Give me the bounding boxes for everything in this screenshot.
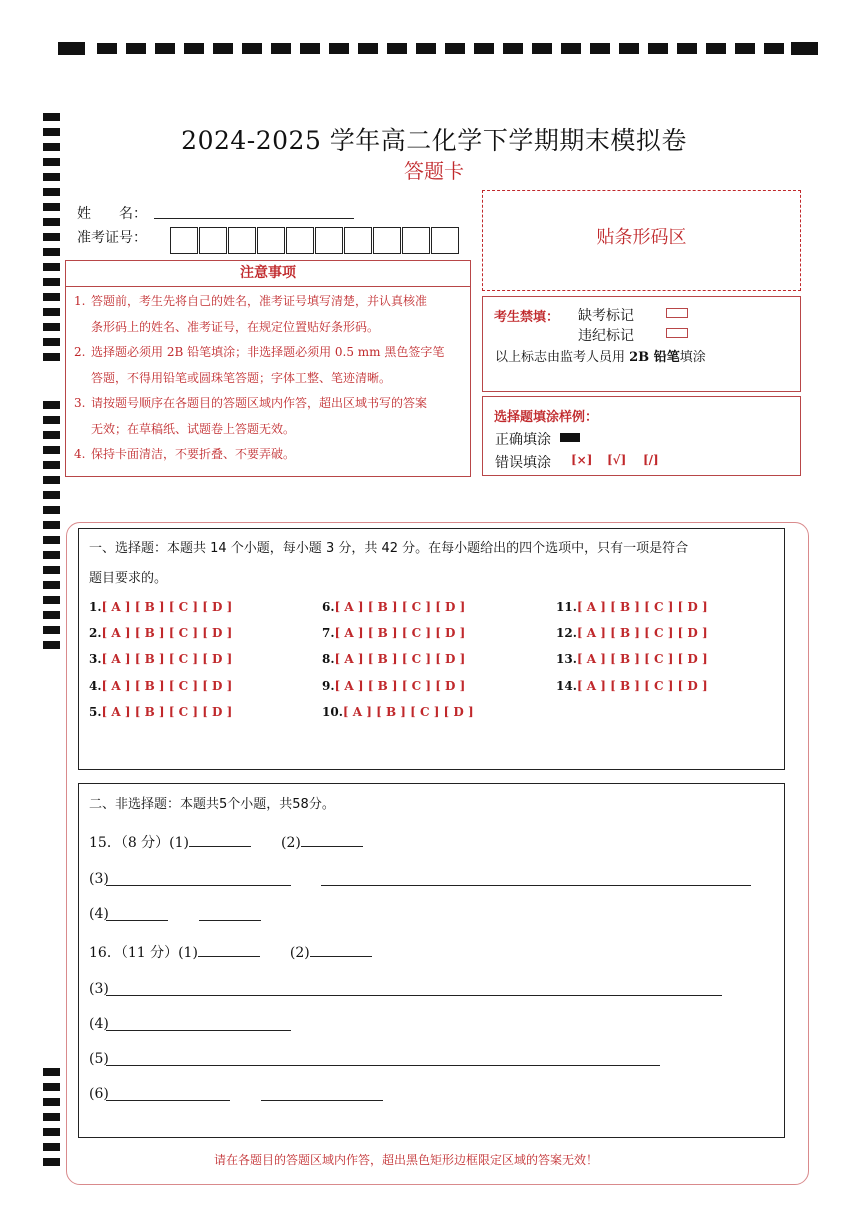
section1-instruction-line2: 题目要求的。 xyxy=(89,571,168,586)
timing-mark xyxy=(43,431,60,439)
name-field[interactable] xyxy=(154,218,354,219)
violation-mark-box[interactable] xyxy=(666,328,688,338)
answer-blank[interactable] xyxy=(106,885,291,886)
q16-part5-label: (5) xyxy=(89,1051,109,1067)
id-digit-box[interactable] xyxy=(257,227,285,254)
id-digit-box[interactable] xyxy=(373,227,401,254)
timing-mark xyxy=(43,446,60,454)
correct-fill-label: 正确填涂 xyxy=(495,432,551,448)
timing-mark xyxy=(43,596,60,604)
wrong-fill-check: [√] xyxy=(607,453,627,467)
timing-mark xyxy=(43,1113,60,1121)
fill-sample-title: 选择题填涂样例： xyxy=(494,410,599,425)
id-digit-box[interactable] xyxy=(402,227,430,254)
choice-question[interactable]: 13.[ A ] [ B ] [ C ] [ D ] xyxy=(556,652,708,666)
page-title: 2024-2025 学年高二化学下学期期末模拟卷 xyxy=(181,126,687,155)
timing-mark xyxy=(43,416,60,424)
multiple-choice-section xyxy=(78,528,785,770)
choice-question[interactable]: 3.[ A ] [ B ] [ C ] [ D ] xyxy=(89,652,233,666)
violation-mark-label: 违纪标记 xyxy=(578,328,634,344)
answer-blank[interactable] xyxy=(189,834,251,847)
timing-mark xyxy=(43,566,60,574)
q16-part3-label: (3) xyxy=(89,981,109,997)
absent-mark-label: 缺考标记 xyxy=(578,308,634,324)
wrong-fill-cross: [×] xyxy=(571,453,593,467)
footer-warning: 请在各题目的答题区域内作答，超出黑色矩形边框限定区域的答案无效！ xyxy=(213,1153,598,1167)
correct-fill-mark xyxy=(560,433,580,442)
wrong-fill-label: 错误填涂 xyxy=(495,455,551,471)
timing-mark xyxy=(43,338,60,346)
q16-part6-label: (6) xyxy=(89,1086,109,1102)
timing-mark xyxy=(43,1143,60,1151)
timing-mark xyxy=(43,248,60,256)
timing-mark xyxy=(43,1098,60,1106)
answer-blank[interactable] xyxy=(106,1100,230,1101)
id-digit-box[interactable] xyxy=(286,227,314,254)
choice-question[interactable]: 6.[ A ] [ B ] [ C ] [ D ] xyxy=(322,600,466,614)
notice-item: 2. 选择题必须用 2B 铅笔填涂；非选择题必须用 0.5 mm 黑色签字笔 答题，不得用铅笔或圆珠笔答题；字体工整、笔迹清晰。 xyxy=(74,345,445,385)
timing-mark xyxy=(43,293,60,301)
timing-mark xyxy=(43,278,60,286)
timing-mark xyxy=(43,353,60,361)
examiner-only-title: 考生禁填： xyxy=(494,310,560,325)
fill-sample-box xyxy=(482,396,801,476)
timing-mark xyxy=(43,1128,60,1136)
notice-item: 1. 答题前，考生先将自己的姓名，准考证号填写清楚，并认真核准 条形码上的姓名、准考证号，在规定位置贴好条形码。 xyxy=(74,294,428,334)
q15-part3-label: (3) xyxy=(89,871,109,887)
timing-mark xyxy=(445,43,465,54)
examiner-note: 以上标志由监考人员用 2B 铅笔填涂 xyxy=(495,350,706,365)
choice-question[interactable]: 4.[ A ] [ B ] [ C ] [ D ] xyxy=(89,679,233,693)
timing-mark xyxy=(300,43,320,54)
barcode-area[interactable]: 贴条形码区 xyxy=(482,190,801,291)
page-subtitle: 答题卡 xyxy=(404,159,464,183)
answer-blank[interactable] xyxy=(321,885,751,886)
absent-mark-box[interactable] xyxy=(666,308,688,318)
id-number-boxes[interactable] xyxy=(170,227,460,254)
timing-mark xyxy=(43,218,60,226)
timing-mark xyxy=(43,1083,60,1091)
timing-mark xyxy=(43,308,60,316)
timing-mark xyxy=(329,43,349,54)
notice-item: 3. 请按题号顺序在各题目的答题区域内作答，超出区域书写的答案 无效；在草稿纸、试题卷上答题无效。 xyxy=(74,396,428,436)
choice-question[interactable]: 7.[ A ] [ B ] [ C ] [ D ] xyxy=(322,626,466,640)
timing-mark xyxy=(58,42,85,55)
answer-blank[interactable] xyxy=(106,1030,291,1031)
timing-mark xyxy=(155,43,175,54)
timing-mark xyxy=(43,611,60,619)
id-digit-box[interactable] xyxy=(344,227,372,254)
timing-mark xyxy=(416,43,436,54)
timing-mark xyxy=(619,43,639,54)
notice-title: 注意事项 xyxy=(66,261,470,287)
timing-mark xyxy=(43,476,60,484)
timing-mark xyxy=(764,43,784,54)
examiner-only-box xyxy=(482,296,801,392)
q16-part4-label: (4) xyxy=(89,1016,109,1032)
choice-question[interactable]: 9.[ A ] [ B ] [ C ] [ D ] xyxy=(322,679,466,693)
id-digit-box[interactable] xyxy=(315,227,343,254)
timing-mark xyxy=(43,233,60,241)
timing-mark xyxy=(791,42,818,55)
answer-blank[interactable] xyxy=(261,1100,383,1101)
answer-blank[interactable] xyxy=(106,920,168,921)
id-digit-box[interactable] xyxy=(431,227,459,254)
timing-mark xyxy=(43,551,60,559)
timing-mark xyxy=(43,536,60,544)
answer-blank[interactable] xyxy=(301,834,363,847)
choice-question[interactable]: 5.[ A ] [ B ] [ C ] [ D ] xyxy=(89,705,233,719)
answer-blank[interactable] xyxy=(106,1065,660,1066)
timing-mark xyxy=(43,491,60,499)
wrong-fill-slash: [/] xyxy=(643,453,659,467)
timing-mark xyxy=(126,43,146,54)
name-label: 姓 名： xyxy=(77,206,147,222)
timing-mark xyxy=(590,43,610,54)
timing-mark xyxy=(271,43,291,54)
timing-mark xyxy=(97,43,117,54)
timing-mark xyxy=(43,263,60,271)
timing-mark xyxy=(358,43,378,54)
q15-part4-label: (4) xyxy=(89,906,109,922)
timing-mark xyxy=(43,626,60,634)
section1-instruction-line1: 一、选择题：本题共 14 个小题，每小题 3 分，共 42 分。在每小题给出的四个选项中，只有一项是符合 xyxy=(89,541,689,556)
timing-mark xyxy=(677,43,697,54)
choice-question[interactable]: 14.[ A ] [ B ] [ C ] [ D ] xyxy=(556,679,708,693)
answer-blank[interactable] xyxy=(106,995,722,996)
id-digit-box[interactable] xyxy=(199,227,227,254)
id-digit-box[interactable] xyxy=(228,227,256,254)
timing-mark xyxy=(532,43,552,54)
id-label: 准考证号： xyxy=(77,230,147,246)
timing-mark xyxy=(43,521,60,529)
choice-question[interactable]: 2.[ A ] [ B ] [ C ] [ D ] xyxy=(89,626,233,640)
timing-mark xyxy=(213,43,233,54)
timing-mark xyxy=(43,203,60,211)
q16-line1: 16．（11 分）(1) (2) xyxy=(89,942,372,962)
q15-line1: 15．（8 分）(1) (2) xyxy=(89,832,363,852)
answer-blank[interactable] xyxy=(199,920,261,921)
timing-mark xyxy=(43,188,60,196)
timing-mark xyxy=(706,43,726,54)
choice-question[interactable]: 1.[ A ] [ B ] [ C ] [ D ] xyxy=(89,600,233,614)
timing-mark xyxy=(648,43,668,54)
timing-mark xyxy=(184,43,204,54)
choice-question[interactable]: 10.[ A ] [ B ] [ C ] [ D ] xyxy=(322,705,474,719)
timing-mark xyxy=(43,506,60,514)
timing-mark xyxy=(561,43,581,54)
id-digit-box[interactable] xyxy=(170,227,198,254)
answer-blank[interactable] xyxy=(310,944,372,957)
answer-blank[interactable] xyxy=(198,944,260,957)
timing-mark xyxy=(43,401,60,409)
timing-mark xyxy=(735,43,755,54)
choice-question[interactable]: 8.[ A ] [ B ] [ C ] [ D ] xyxy=(322,652,466,666)
timing-mark xyxy=(43,1068,60,1076)
timing-mark xyxy=(503,43,523,54)
timing-mark xyxy=(43,581,60,589)
free-response-section xyxy=(78,783,785,1138)
timing-mark xyxy=(474,43,494,54)
choice-question[interactable]: 11.[ A ] [ B ] [ C ] [ D ] xyxy=(556,600,708,614)
timing-mark xyxy=(43,323,60,331)
notice-item: 4. 保持卡面清洁，不要折叠、不要弄破。 xyxy=(74,447,296,461)
timing-mark xyxy=(387,43,407,54)
choice-question[interactable]: 12.[ A ] [ B ] [ C ] [ D ] xyxy=(556,626,708,640)
notice-box xyxy=(65,260,471,477)
timing-mark xyxy=(43,641,60,649)
timing-mark xyxy=(242,43,262,54)
timing-mark xyxy=(43,461,60,469)
section2-instruction: 二、非选择题：本题共5个小题，共58分。 xyxy=(89,797,335,812)
timing-mark xyxy=(43,113,60,121)
